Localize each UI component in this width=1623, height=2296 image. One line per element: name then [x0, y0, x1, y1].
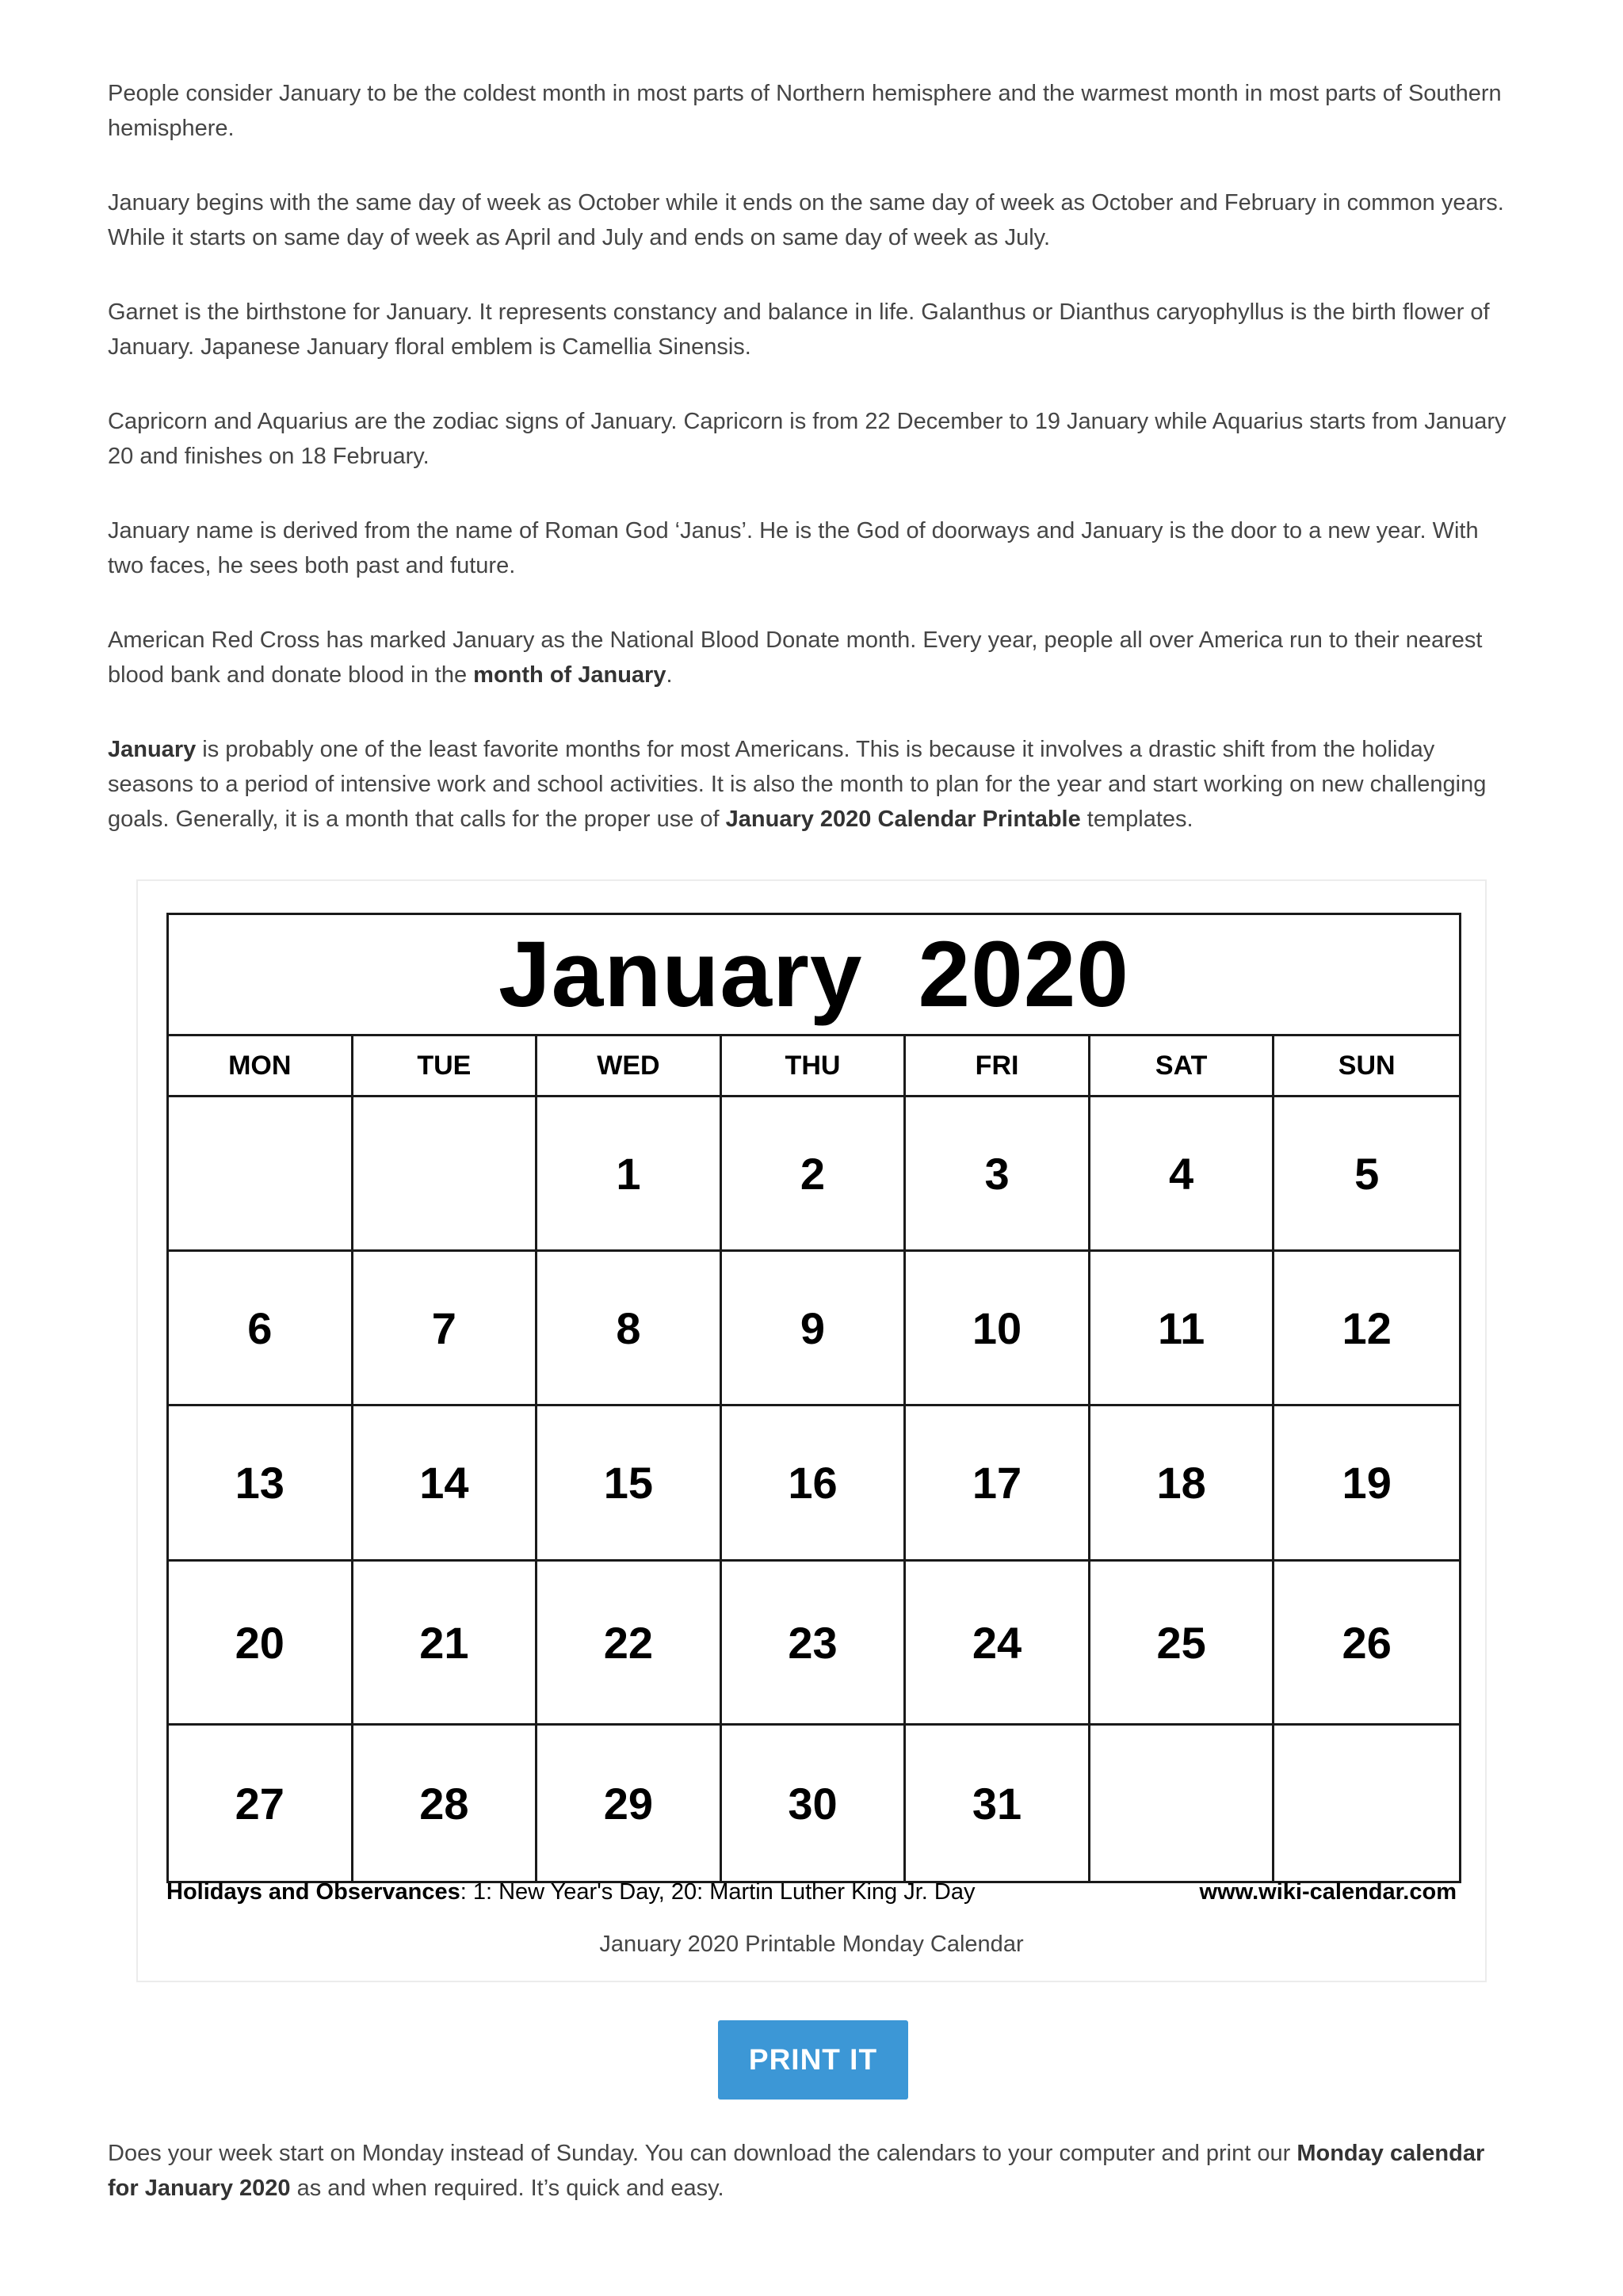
paragraph-zodiac: Capricorn and Aquarius are the zodiac signs of January. Capricorn is from 22 December to 19 January while Aquarius starts from January 20 and finishes on 18 February.	[108, 409, 1507, 469]
print-button[interactable]: PRINT IT	[718, 2020, 908, 2100]
holidays-text: : 1: New Year's Day, 20: Martin Luther King Jr. Day	[460, 1879, 976, 1905]
calendar-empty-cell	[1090, 1726, 1275, 1881]
calendar-day-cell: 12	[1274, 1252, 1459, 1406]
text-segment: is probably one of the least favorite months for most Americans. This is because it involves a drastic shift from the holiday seasons to a period of intensive work and school activities. It is also the month to plan for the year and start working on new challenging goals. Generally, it is a month that calls for the proper use of	[108, 737, 1487, 832]
calendar-empty-cell	[353, 1097, 538, 1252]
figure-caption: January 2020 Printable Monday Calendar	[599, 1932, 1024, 1957]
holidays-note	[166, 1879, 975, 1905]
paragraph-weekday-alignment: January begins with the same day of week as October while it ends on the same day of week as October and February in common years. While it starts on same day of week as April and July and ends on same day of week as July.	[108, 190, 1504, 250]
calendar-day-cell: 16	[722, 1406, 907, 1562]
calendar-day-cell: 23	[722, 1562, 907, 1726]
weekday-label: WED	[537, 1036, 722, 1095]
calendar-title	[169, 915, 1459, 1036]
calendar-day-cell: 14	[353, 1406, 538, 1562]
calendar-day-cell: 8	[537, 1252, 722, 1406]
calendar-website: www.wiki-calendar.com	[1199, 1879, 1457, 1905]
weekday-label: FRI	[906, 1036, 1090, 1095]
calendar-day-cell: 6	[169, 1252, 353, 1406]
calendar-year: 2020	[918, 922, 1130, 1027]
calendar-day-cell: 26	[1274, 1562, 1459, 1726]
calendar-footer	[166, 1879, 1461, 1905]
paragraph-name-origin: January name is derived from the name of Roman God ‘Janus’. He is the God of doorways and January is the door to a new year. With two faces, he sees both past and future.	[108, 518, 1479, 578]
calendar-image	[166, 913, 1461, 1883]
calendar-figure	[136, 879, 1487, 1982]
article-body	[108, 76, 1518, 876]
calendar-day-cell: 30	[722, 1726, 907, 1881]
calendar-day-cell: 17	[906, 1406, 1090, 1562]
text-segment: American Red Cross has marked January as the National Blood Donate month. Every year, people all over America run to their nearest blood bank and donate blood in the	[108, 627, 1483, 688]
calendar-day-grid	[169, 1097, 1459, 1881]
calendar-empty-cell	[1274, 1726, 1459, 1881]
calendar-day-cell: 2	[722, 1097, 907, 1252]
calendar-weekday-header	[169, 1036, 1459, 1097]
calendar-day-cell: 3	[906, 1097, 1090, 1252]
text-segment: as and when required. It’s quick and easy.	[290, 2176, 724, 2201]
weekday-label: SAT	[1090, 1036, 1275, 1095]
paragraph-birthstone: Garnet is the birthstone for January. It represents constancy and balance in life. Galanthus or Dianthus caryophyllus is the birth flower of January. Japanese January floral emblem is Camellia Sinensis.	[108, 299, 1490, 360]
calendar-day-cell: 1	[537, 1097, 722, 1252]
weekday-label: SUN	[1338, 1050, 1396, 1081]
calendar-empty-cell	[169, 1097, 353, 1252]
bold-link-text: Monday calendar for January 2020	[108, 2141, 1485, 2201]
calendar-day-cell: 18	[1090, 1406, 1275, 1562]
paragraph-monday-calendar	[108, 2136, 1518, 2206]
weekday-label: THU	[722, 1036, 907, 1095]
calendar-day-cell: 29	[537, 1726, 722, 1881]
calendar-day-cell: 19	[1274, 1406, 1459, 1562]
bold-text: month of January	[473, 662, 666, 688]
bold-text: January	[108, 737, 197, 762]
calendar-day-cell: 13	[169, 1406, 353, 1562]
calendar-day-cell: 10	[906, 1252, 1090, 1406]
text-segment: Does your week start on Monday instead of Sunday. You can download the calendars to your computer and print our	[108, 2141, 1297, 2166]
calendar-day-cell: 22	[537, 1562, 722, 1726]
text-segment: .	[666, 662, 673, 688]
calendar-day-cell: 27	[169, 1726, 353, 1881]
paragraph-climate: People consider January to be the coldest month in most parts of Northern hemisphere and the warmest month in most parts of Southern hemisphere.	[108, 81, 1502, 141]
weekday-label: TUE	[353, 1036, 538, 1095]
calendar-day-cell: 31	[906, 1726, 1090, 1881]
calendar-day-cell: 5	[1274, 1097, 1459, 1252]
calendar-day-cell: 9	[722, 1252, 907, 1406]
calendar-day-cell: 20	[169, 1562, 353, 1726]
paragraph-least-favorite	[108, 732, 1518, 837]
text-segment: templates.	[1080, 807, 1193, 832]
calendar-day-cell: 21	[353, 1562, 538, 1726]
holidays-label: Holidays and Observances	[166, 1879, 460, 1905]
calendar-day-cell: 11	[1090, 1252, 1275, 1406]
calendar-day-cell: 24	[906, 1562, 1090, 1726]
calendar-day-cell: 15	[537, 1406, 722, 1562]
calendar-day-cell: 4	[1090, 1097, 1275, 1252]
paragraph-blood-donation	[108, 623, 1518, 692]
calendar-day-cell: 25	[1090, 1562, 1275, 1726]
weekday-label: MON	[169, 1036, 353, 1095]
calendar-day-cell: 7	[353, 1252, 538, 1406]
calendar-month: January	[498, 922, 863, 1027]
calendar-day-cell: 28	[353, 1726, 538, 1881]
bold-text: January 2020 Calendar Printable	[725, 807, 1081, 832]
